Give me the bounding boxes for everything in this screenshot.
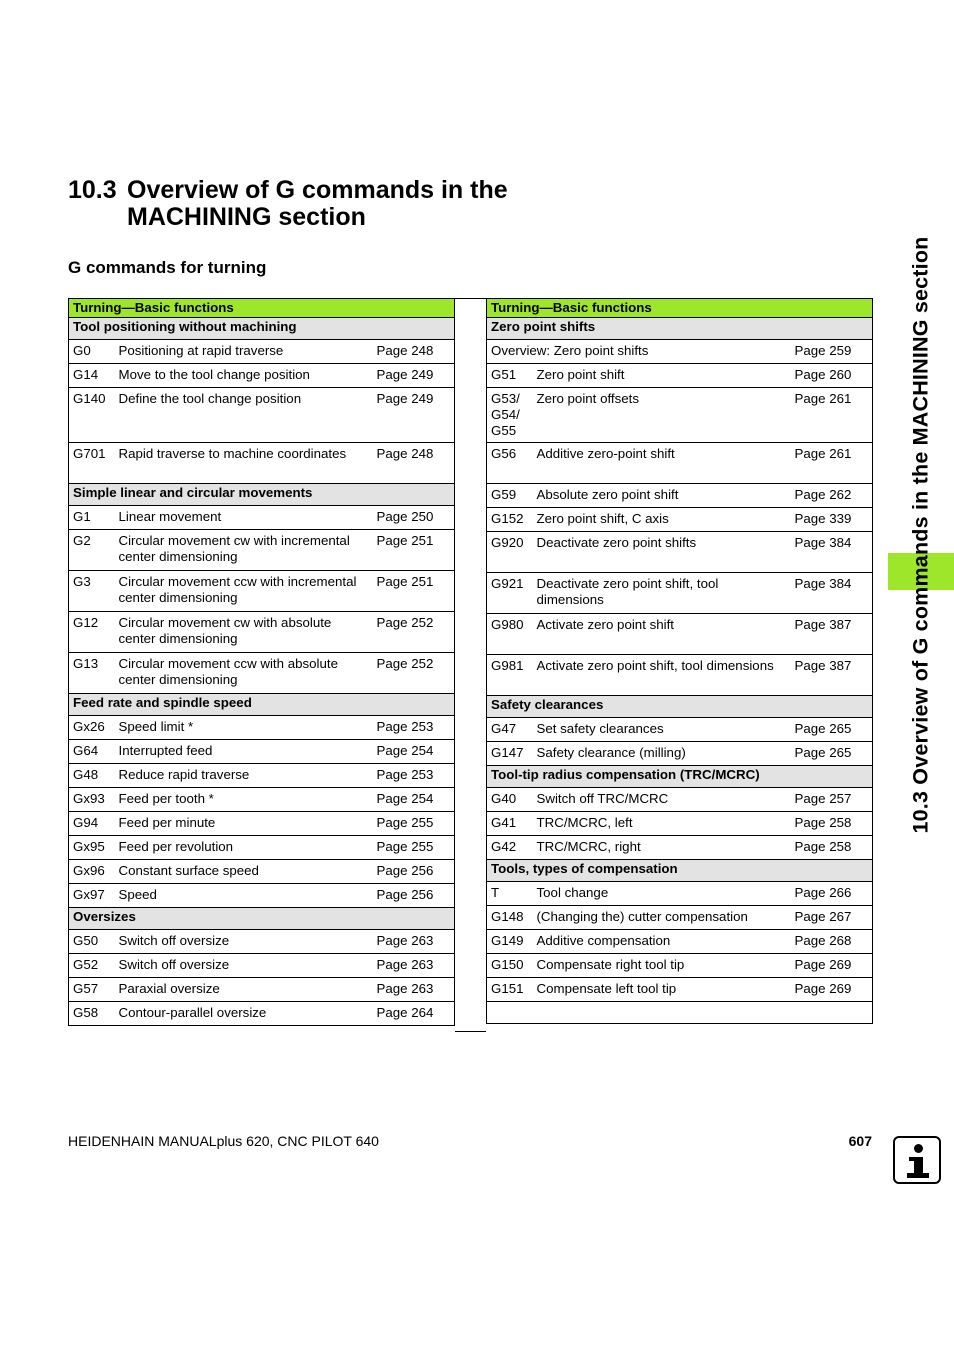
description-cell: Additive compensation: [533, 930, 791, 954]
code-cell: Gx26: [69, 716, 115, 740]
table-row: [487, 364, 873, 388]
page-ref-cell: Page 265: [790, 742, 872, 766]
page-ref-cell: Page 253: [372, 764, 454, 788]
code-cell: G94: [69, 812, 115, 836]
description-cell: Linear movement: [115, 506, 373, 530]
section-row: [69, 484, 455, 506]
page-ref-cell: Page 252: [372, 612, 454, 653]
table-row: [487, 508, 873, 532]
table-row: [69, 978, 455, 1002]
code-cell: G981: [487, 655, 533, 696]
table-row: [69, 364, 455, 388]
page-ref-cell: Page 264: [372, 1002, 454, 1026]
code-cell: G41: [487, 812, 533, 836]
section-row: [69, 318, 455, 340]
page-ref-cell: Page 384: [790, 573, 872, 614]
description-cell: Rapid traverse to machine coordinates: [115, 443, 373, 484]
description-cell: Deactivate zero point shifts: [533, 532, 791, 573]
section-cell: Feed rate and spindle speed: [69, 694, 455, 716]
page-ref-cell: Page 252: [372, 653, 454, 694]
description-cell: Activate zero point shift, tool dimensions: [533, 655, 791, 696]
code-cell: Overview: Zero point shifts: [487, 340, 791, 364]
table-gutter: [455, 298, 486, 1032]
page-ref-cell: Page 259: [790, 340, 872, 364]
description-cell: Switch off oversize: [115, 954, 373, 978]
description-cell: Tool change: [533, 882, 791, 906]
page-ref-cell: Page 253: [372, 716, 454, 740]
page-ref-cell: Page 248: [372, 443, 454, 484]
section-cell: Tool-tip radius compensation (TRC/MCRC): [487, 766, 873, 788]
page-ref-cell: Page 251: [372, 530, 454, 571]
code-cell: G14: [69, 364, 115, 388]
code-cell: T: [487, 882, 533, 906]
description-cell: TRC/MCRC, right: [533, 836, 791, 860]
table-row: [487, 1002, 873, 1024]
description-cell: Feed per minute: [115, 812, 373, 836]
section-row: [487, 318, 873, 340]
section-cell: Zero point shifts: [487, 318, 873, 340]
table-row: [487, 978, 873, 1002]
code-cell: Gx97: [69, 884, 115, 908]
table-row: [69, 653, 455, 694]
code-cell: G151: [487, 978, 533, 1002]
description-cell: Define the tool change position: [115, 388, 373, 443]
table-row: [69, 506, 455, 530]
table-row: [487, 718, 873, 742]
table-row: [69, 930, 455, 954]
table-row: [487, 742, 873, 766]
page-ref-cell: Page 249: [372, 388, 454, 443]
description-cell: Constant surface speed: [115, 860, 373, 884]
table-row: [487, 954, 873, 978]
table-row: [487, 930, 873, 954]
code-cell: G64: [69, 740, 115, 764]
code-cell: G58: [69, 1002, 115, 1026]
table-row: [69, 612, 455, 653]
code-cell: G152: [487, 508, 533, 532]
description-cell: Additive zero-point shift: [533, 443, 791, 484]
table-row: [69, 740, 455, 764]
sidebar-vertical-title: 10.3 Overview of G commands in the MACHINING section: [908, 236, 933, 834]
description-cell: Activate zero point shift: [533, 614, 791, 655]
description-cell: Feed per revolution: [115, 836, 373, 860]
page-ref-cell: Page 261: [790, 443, 872, 484]
table-row: [487, 655, 873, 696]
page-ref-cell: Page 263: [372, 930, 454, 954]
code-cell: G50: [69, 930, 115, 954]
footer-text: HEIDENHAIN MANUALplus 620, CNC PILOT 640: [68, 1133, 379, 1149]
code-cell: G147: [487, 742, 533, 766]
code-cell: G140: [69, 388, 115, 443]
table-row: [487, 388, 873, 443]
code-cell: G701: [69, 443, 115, 484]
page-ref-cell: Page 256: [372, 860, 454, 884]
code-cell: G150: [487, 954, 533, 978]
page-ref-cell: Page 339: [790, 508, 872, 532]
table-row: [487, 614, 873, 655]
page-ref-cell: Page 258: [790, 836, 872, 860]
table-row: [69, 443, 455, 484]
code-cell: G42: [487, 836, 533, 860]
code-cell: G148: [487, 906, 533, 930]
description-cell: Contour-parallel oversize: [115, 1002, 373, 1026]
table-row: [69, 860, 455, 884]
description-cell: Interrupted feed: [115, 740, 373, 764]
description-cell: Circular movement cw with absolute center dimensioning: [115, 612, 373, 653]
page-ref-cell: Page 260: [790, 364, 872, 388]
code-cell: G59: [487, 484, 533, 508]
description-cell: Set safety clearances: [533, 718, 791, 742]
section-cell: Safety clearances: [487, 696, 873, 718]
code-cell: G57: [69, 978, 115, 1002]
page-ref-cell: Page 269: [790, 978, 872, 1002]
table-row: [69, 884, 455, 908]
section-title: Overview of G commands in the MACHINING section: [127, 176, 508, 231]
description-cell: Circular movement cw with incremental center dimensioning: [115, 530, 373, 571]
page-ref-cell: Page 269: [790, 954, 872, 978]
page-ref-cell: Page 266: [790, 882, 872, 906]
page-ref-cell: Page 258: [790, 812, 872, 836]
page-ref-cell: Page 257: [790, 788, 872, 812]
section-cell: Simple linear and circular movements: [69, 484, 455, 506]
page-ref-cell: Page 263: [372, 978, 454, 1002]
code-cell: Gx95: [69, 836, 115, 860]
description-cell: Compensate right tool tip: [533, 954, 791, 978]
code-cell: Gx93: [69, 788, 115, 812]
page-ref-cell: Page 387: [790, 655, 872, 696]
page-ref-cell: Page 261: [790, 388, 872, 443]
code-cell: G40: [487, 788, 533, 812]
page-ref-cell: Page 256: [372, 884, 454, 908]
page-ref-cell: Page 262: [790, 484, 872, 508]
description-cell: Circular movement ccw with incremental center dimensioning: [115, 571, 373, 612]
code-cell: Gx96: [69, 860, 115, 884]
page-ref-cell: Page 387: [790, 614, 872, 655]
table-row: [69, 530, 455, 571]
page-ref-cell: Page 254: [372, 740, 454, 764]
code-cell: G920: [487, 532, 533, 573]
table-row: [69, 764, 455, 788]
empty-cell: [487, 1002, 873, 1024]
description-cell: Compensate left tool tip: [533, 978, 791, 1002]
code-cell: G0: [69, 340, 115, 364]
table-row: [69, 388, 455, 443]
description-cell: Speed limit *: [115, 716, 373, 740]
code-cell: G51: [487, 364, 533, 388]
table-header: [487, 299, 873, 318]
section-row: [69, 694, 455, 716]
description-cell: Move to the tool change position: [115, 364, 373, 388]
table-row: [69, 340, 455, 364]
table-row: [69, 1002, 455, 1026]
code-cell: G56: [487, 443, 533, 484]
page-number: 607: [848, 1133, 872, 1149]
code-cell: G980: [487, 614, 533, 655]
description-cell: Zero point offsets: [533, 388, 791, 443]
page-ref-cell: Page 254: [372, 788, 454, 812]
section-number: 10.3: [68, 176, 117, 204]
table-header: [69, 299, 455, 318]
page-ref-cell: Page 265: [790, 718, 872, 742]
section-cell: Tools, types of compensation: [487, 860, 873, 882]
code-cell: G48: [69, 764, 115, 788]
page-ref-cell: Page 248: [372, 340, 454, 364]
description-cell: (Changing the) cutter compensation: [533, 906, 791, 930]
table-row: [487, 906, 873, 930]
section-row: [487, 766, 873, 788]
page-ref-cell: Page 267: [790, 906, 872, 930]
info-icon: [893, 1136, 941, 1184]
page-ref-cell: Page 268: [790, 930, 872, 954]
page-ref-cell: Page 251: [372, 571, 454, 612]
section-cell: Oversizes: [69, 908, 455, 930]
code-cell: G12: [69, 612, 115, 653]
description-cell: Switch off TRC/MCRC: [533, 788, 791, 812]
table-row: [69, 788, 455, 812]
description-cell: Positioning at rapid traverse: [115, 340, 373, 364]
code-cell: G2: [69, 530, 115, 571]
page-title: [68, 177, 547, 231]
code-cell: G53/ G54/ G55: [487, 388, 533, 443]
table-row: [69, 571, 455, 612]
table-row: [487, 788, 873, 812]
table-row: [69, 836, 455, 860]
description-cell: Deactivate zero point shift, tool dimensions: [533, 573, 791, 614]
table-row: [487, 573, 873, 614]
description-cell: Speed: [115, 884, 373, 908]
description-cell: TRC/MCRC, left: [533, 812, 791, 836]
section-row: [487, 860, 873, 882]
header-cell: Turning—Basic functions: [487, 299, 873, 318]
page-ref-cell: Page 255: [372, 836, 454, 860]
description-cell: Feed per tooth *: [115, 788, 373, 812]
table-row: [69, 812, 455, 836]
description-cell: Switch off oversize: [115, 930, 373, 954]
code-cell: G149: [487, 930, 533, 954]
description-cell: Circular movement ccw with absolute center dimensioning: [115, 653, 373, 694]
table-row: [487, 882, 873, 906]
table-row: [69, 954, 455, 978]
section-cell: Tool positioning without machining: [69, 318, 455, 340]
header-cell: Turning—Basic functions: [69, 299, 455, 318]
table-row: [69, 716, 455, 740]
description-cell: Paraxial oversize: [115, 978, 373, 1002]
table-row: [487, 532, 873, 573]
code-cell: G52: [69, 954, 115, 978]
page-ref-cell: Page 263: [372, 954, 454, 978]
code-cell: G47: [487, 718, 533, 742]
page-ref-cell: Page 255: [372, 812, 454, 836]
subtitle: G commands for turning: [68, 258, 267, 277]
table-row: [487, 340, 873, 364]
section-row: [69, 908, 455, 930]
table-row: [487, 812, 873, 836]
code-cell: G1: [69, 506, 115, 530]
description-cell: Reduce rapid traverse: [115, 764, 373, 788]
description-cell: Zero point shift, C axis: [533, 508, 791, 532]
table-row: [487, 836, 873, 860]
page-ref-cell: Page 384: [790, 532, 872, 573]
section-row: [487, 696, 873, 718]
code-cell: G13: [69, 653, 115, 694]
table-row: [487, 484, 873, 508]
description-cell: Absolute zero point shift: [533, 484, 791, 508]
table-row: [487, 443, 873, 484]
code-cell: G921: [487, 573, 533, 614]
page-ref-cell: Page 249: [372, 364, 454, 388]
description-cell: Zero point shift: [533, 364, 791, 388]
code-cell: G3: [69, 571, 115, 612]
page-ref-cell: Page 250: [372, 506, 454, 530]
right-table: [486, 298, 873, 1024]
left-table: [68, 298, 455, 1026]
description-cell: Safety clearance (milling): [533, 742, 791, 766]
